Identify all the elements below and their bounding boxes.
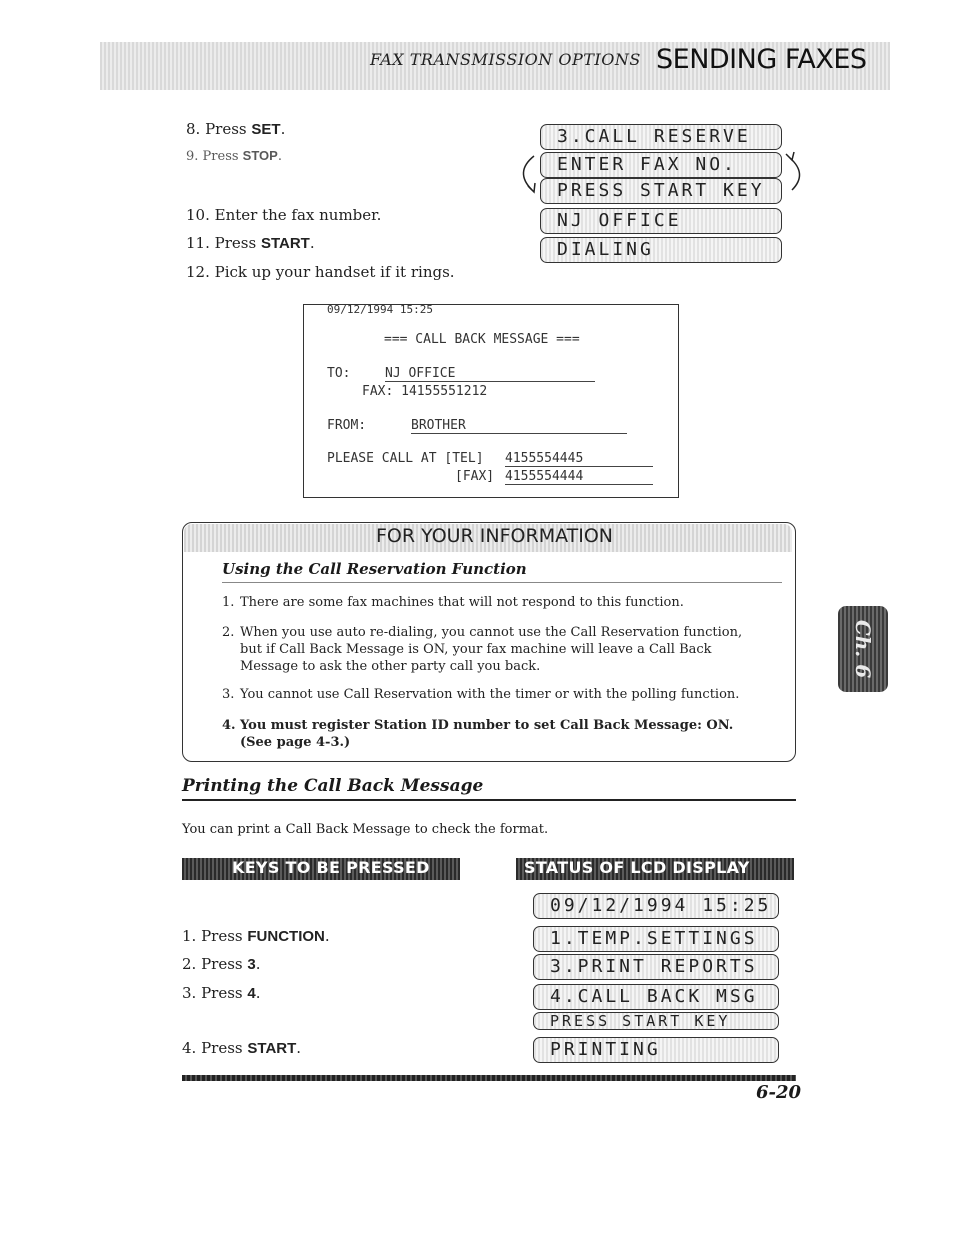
lcd-dialing: DIALING bbox=[540, 237, 782, 263]
fax-value: 4155554444 bbox=[505, 469, 653, 485]
lcd-press-start-key: PRESS START KEY bbox=[540, 178, 782, 204]
lcd-call-reserve: 3.CALL RESERVE bbox=[540, 124, 782, 150]
page-number: 6-20 bbox=[756, 1082, 802, 1103]
tel-value: 4155554445 bbox=[505, 451, 653, 467]
from-label: FROM: bbox=[327, 418, 367, 433]
message-datetime: 09/12/1994 15:25 bbox=[327, 303, 433, 316]
fax-line: FAX: 14155551212 bbox=[362, 384, 488, 399]
loop-arrows-icon bbox=[508, 148, 814, 200]
step-8: 8. Press SET. bbox=[186, 120, 286, 138]
print-step-2: 2. Press 3. bbox=[182, 955, 261, 973]
footer-rule bbox=[182, 1075, 796, 1081]
lcd-press-start: PRESS START KEY bbox=[533, 1012, 779, 1030]
lcd-temp-settings: 1.TEMP.SETTINGS bbox=[533, 926, 779, 952]
print-step-4: 4. Press START. bbox=[182, 1039, 302, 1057]
printing-section-title: Printing the Call Back Message bbox=[182, 776, 484, 796]
lcd-printing: PRINTING bbox=[533, 1037, 779, 1063]
chapter-title: SENDING FAXES bbox=[656, 44, 867, 75]
lcd-header: STATUS OF LCD DISPLAY bbox=[524, 858, 750, 877]
keys-header: KEYS TO BE PRESSED bbox=[232, 858, 430, 877]
info-divider bbox=[222, 582, 782, 583]
print-step-3: 3. Press 4. bbox=[182, 984, 261, 1002]
to-value: NJ OFFICE bbox=[385, 366, 595, 382]
info-title: FOR YOUR INFORMATION bbox=[376, 525, 613, 547]
section-rule bbox=[182, 799, 796, 801]
please-call-label: PLEASE CALL AT [TEL] bbox=[327, 451, 484, 466]
fax-label: [FAX] bbox=[455, 469, 495, 484]
from-value: BROTHER bbox=[411, 418, 627, 434]
chapter-tab[interactable]: Ch. 6 bbox=[838, 606, 888, 692]
lcd-enter-fax-no: ENTER FAX NO. bbox=[540, 152, 782, 178]
printing-intro: You can print a Call Back Message to check the format. bbox=[182, 822, 549, 837]
step-12: 12. Pick up your handset if it rings. bbox=[186, 263, 455, 281]
step-10: 10. Enter the fax number. bbox=[186, 206, 382, 224]
lcd-call-back-msg: 4.CALL BACK MSG bbox=[533, 984, 779, 1010]
lcd-datetime: 09/12/1994 15:25 bbox=[533, 893, 779, 919]
to-label: TO: bbox=[327, 366, 351, 381]
lcd-nj-office: NJ OFFICE bbox=[540, 208, 782, 234]
print-step-1: 1. Press FUNCTION. bbox=[182, 927, 330, 945]
message-heading: === CALL BACK MESSAGE === bbox=[384, 332, 580, 347]
lcd-print-reports: 3.PRINT REPORTS bbox=[533, 954, 779, 980]
step-9: 9. Press STOP. bbox=[186, 148, 282, 164]
step-11: 11. Press START. bbox=[186, 234, 315, 252]
info-subtitle: Using the Call Reservation Function bbox=[222, 560, 527, 578]
section-title: FAX TRANSMISSION OPTIONS bbox=[370, 50, 641, 69]
